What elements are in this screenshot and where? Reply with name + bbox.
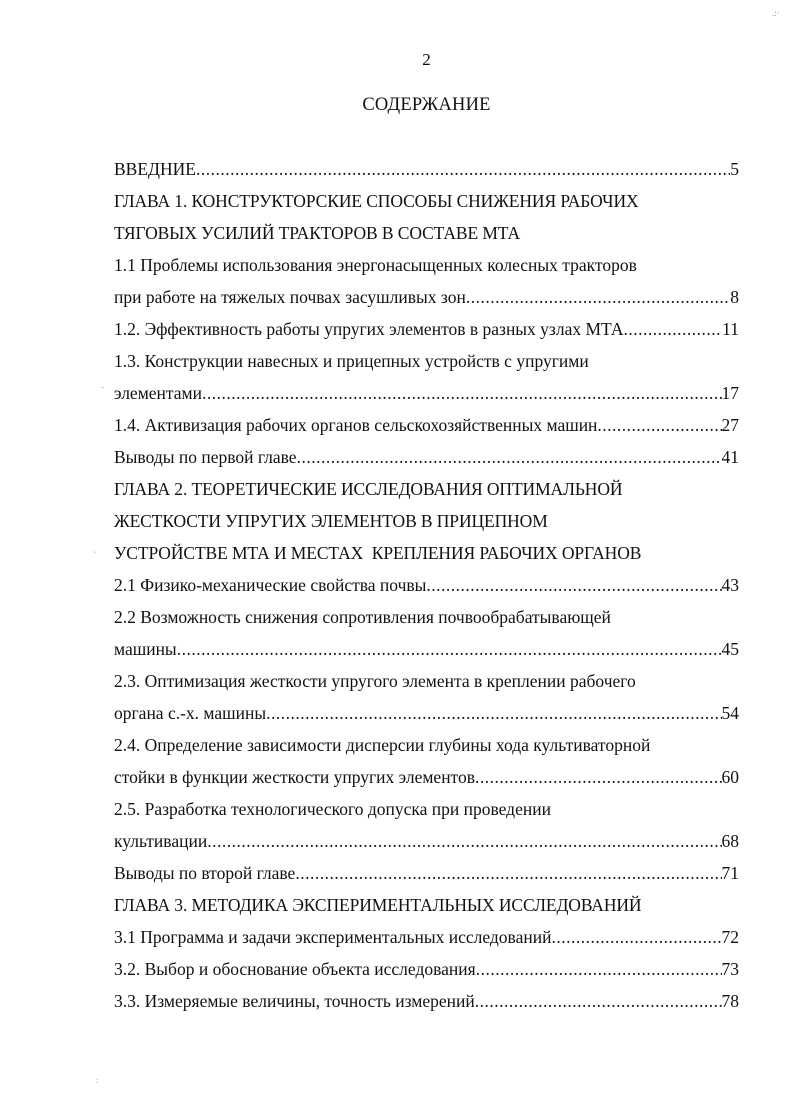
scan-artifact-mark: .:· (772, 8, 780, 18)
scan-artifact-mark: ' (94, 550, 96, 560)
toc-entry-text: стойки в функции жесткости упругих элементов (114, 767, 475, 787)
toc-entry-2-5-line-1 (114, 793, 739, 825)
dot-leader (196, 153, 730, 185)
toc-entry-text: 1.4. Активизация рабочих органов сельскохозяйственных машин (114, 415, 598, 435)
toc-entry-text: 2.3. Оптимизация жесткости упругого элемента в креплении рабочего (114, 671, 636, 691)
dot-leader (597, 409, 721, 441)
toc-entry-page: 11 (722, 319, 739, 339)
toc-entry-3-3 (114, 985, 739, 1017)
toc-entry-2-1 (114, 569, 739, 601)
toc-entry-page: 41 (721, 447, 739, 467)
toc-entry-text: 2.5. Разработка технологического допуска при проведении (114, 799, 551, 819)
toc-entry-page: 72 (721, 927, 739, 947)
toc-entry-page: 8 (730, 287, 739, 307)
dot-leader (266, 697, 721, 729)
toc-entry-text: 2.4. Определение зависимости дисперсии глубины хода культиваторной (114, 735, 651, 755)
toc-entry-page: 73 (721, 959, 739, 979)
toc-entry-2-4-line-2 (114, 761, 739, 793)
toc-entry-conclusions-1 (114, 441, 739, 473)
toc-entry-2-3-line-1 (114, 665, 739, 697)
toc-entry-text: Выводы по второй главе (114, 863, 296, 883)
dot-leader (475, 985, 722, 1017)
toc-entry-text: ГЛАВА 1. КОНСТРУКТОРСКИЕ СПОСОБЫ СНИЖЕНИЯ РАБОЧИХ (114, 191, 639, 211)
toc-entry-text: ЖЕСТКОСТИ УПРУГИХ ЭЛЕМЕНТОВ В ПРИЦЕПНОМ (114, 511, 548, 531)
toc-entry-text: 2.1 Физико-механические свойства почвы (114, 575, 427, 595)
toc-entry-text: Выводы по первой главе (114, 447, 297, 467)
toc-entry-text: 2.2 Возможность снижения сопротивления почвообрабатывающей (114, 607, 611, 627)
toc-entry-text: элементами (114, 383, 202, 403)
page-number: 2 (422, 50, 431, 69)
dot-leader (295, 857, 721, 889)
toc-entry-2-3-line-2 (114, 697, 739, 729)
toc-entry-text: 1.1 Проблемы использования энергонасыщенных колесных тракторов (114, 255, 637, 275)
toc-entry-text: ТЯГОВЫХ УСИЛИЙ ТРАКТОРОВ В СОСТАВЕ МТА (114, 223, 521, 243)
toc-entry-page: 78 (721, 991, 739, 1011)
toc-entry-text: УСТРОЙСТВЕ МТА И МЕСТАХ КРЕПЛЕНИЯ РАБОЧИХ ОРГАНОВ (114, 543, 642, 563)
toc-entry-1-3-line-1 (114, 345, 739, 377)
toc-entry-text: 3.1 Программа и задачи экспериментальных исследований (114, 927, 552, 947)
dot-leader (624, 313, 723, 345)
toc-entry-2-2-line-2 (114, 633, 739, 665)
toc-entry-text: ГЛАВА 3. МЕТОДИКА ЭКСПЕРИМЕНТАЛЬНЫХ ИССЛЕДОВАНИЙ (114, 895, 642, 915)
toc-entry-1-1-line-1 (114, 249, 739, 281)
page-title: СОДЕРЖАНИЕ (362, 95, 491, 115)
toc-entry-page: 71 (721, 863, 739, 883)
toc-entry-1-4 (114, 409, 739, 441)
table-of-contents (114, 153, 739, 1017)
toc-entry-page: 68 (721, 831, 739, 851)
toc-entry-3-2 (114, 953, 739, 985)
toc-entry-text: культивации (114, 831, 208, 851)
dot-leader (207, 825, 721, 857)
toc-entry-page: 45 (721, 639, 739, 659)
toc-entry-text: при работе на тяжелых почвах засушливых зон (114, 287, 466, 307)
toc-entry-1-3-line-2 (114, 377, 739, 409)
toc-entry-page: 17 (721, 383, 739, 403)
toc-entry-page: 27 (721, 415, 739, 435)
dot-leader (297, 441, 722, 473)
scan-artifact-mark: - (101, 382, 104, 392)
toc-entry-text: 3.2. Выбор и обоснование объекта исследования (114, 959, 476, 979)
toc-entry-3-1 (114, 921, 739, 953)
toc-entry-page: 5 (730, 159, 739, 179)
toc-entry-2-4-line-1 (114, 729, 739, 761)
toc-entry-text: ГЛАВА 2. ТЕОРЕТИЧЕСКИЕ ИССЛЕДОВАНИЯ ОПТИМАЛЬНОЙ (114, 479, 623, 499)
dot-leader (426, 569, 721, 601)
toc-chapter-2-line-3 (114, 537, 739, 569)
toc-entry-intro (114, 153, 739, 185)
toc-chapter-2-line-1 (114, 473, 739, 505)
toc-entry-text: машины (114, 639, 177, 659)
toc-entry-text: 1.2. Эффективность работы упругих элементов в разных узлах МТА (114, 319, 624, 339)
toc-entry-text: органа с.-х. машины (114, 703, 267, 723)
dot-leader (466, 281, 730, 313)
toc-entry-text: 1.3. Конструкции навесных и прицепных устройств с упругими (114, 351, 589, 371)
toc-entry-text: 3.3. Измеряемые величины, точность измерений (114, 991, 475, 1011)
dot-leader (177, 633, 722, 665)
toc-entry-page: 54 (721, 703, 739, 723)
dot-leader (476, 953, 722, 985)
toc-entry-2-5-line-2 (114, 825, 739, 857)
toc-entry-text: ВВЕДНИЕ (114, 159, 196, 179)
toc-chapter-2-line-2 (114, 505, 739, 537)
toc-entry-2-2-line-1 (114, 601, 739, 633)
toc-entry-1-1-line-2 (114, 281, 739, 313)
toc-entry-page: 43 (721, 575, 739, 595)
dot-leader (202, 377, 722, 409)
toc-entry-conclusions-2 (114, 857, 739, 889)
toc-entry-1-2 (114, 313, 739, 345)
dot-leader (475, 761, 722, 793)
scan-artifact-mark: : (96, 1075, 99, 1085)
toc-entry-page: 60 (721, 767, 739, 787)
toc-chapter-3 (114, 889, 739, 921)
toc-chapter-1-line-2 (114, 217, 739, 249)
dot-leader (551, 921, 721, 953)
toc-chapter-1-line-1 (114, 185, 739, 217)
